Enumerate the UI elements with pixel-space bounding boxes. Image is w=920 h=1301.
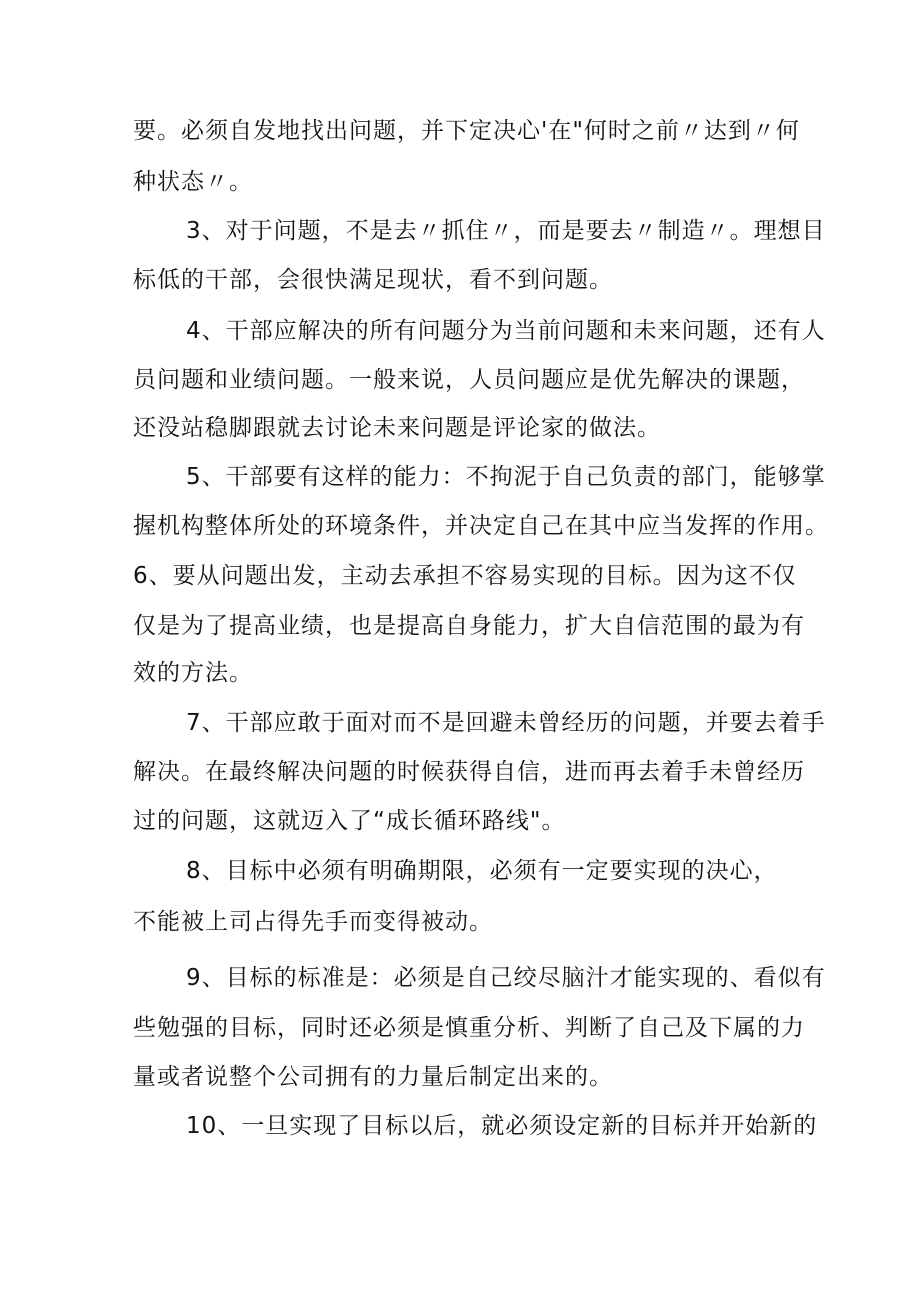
text-line: 不能被上司占得先手而变得被动。	[133, 909, 493, 935]
text-line: 解决。在最终解决问题的时候获得自信，进而再去着手未曾经历	[133, 759, 805, 785]
text-line: 4、干部应解决的所有问题分为当前问题和未来问题，还有人	[186, 318, 826, 344]
text-line: 过的问题，这就迈入了“成长循环路线"。	[133, 808, 566, 834]
text-line: 要。必须自发地找出问题，并下定决心'在"何时之前〃达到〃何	[133, 118, 800, 144]
text-line: 6、要从问题出发，主动去承担不容易实现的目标。因为这不仅	[133, 563, 797, 589]
text-line: 还没站稳脚跟就去讨论未来问题是评论家的做法。	[133, 415, 661, 441]
text-line: 5、干部要有这样的能力：不拘泥于自己负责的部门，能够掌	[186, 464, 826, 490]
text-line: 8、目标中必须有明确期限，必须有一定要实现的决心，	[186, 858, 778, 884]
text-line: 7、干部应敢于面对而不是回避未曾经历的问题，并要去着手	[186, 710, 826, 736]
text-line: 握机构整体所处的环境条件，并决定自己在其中应当发挥的作用。	[133, 513, 829, 539]
text-line: 效的方法。	[133, 660, 253, 686]
text-line: 10、一旦实现了目标以后，就必须设定新的目标并开始新的	[186, 1113, 818, 1139]
text-line: 标低的干部，会很快满足现状，看不到问题。	[133, 267, 613, 293]
text-line: 3、对于问题，不是去〃抓住〃，而是要去〃制造〃。理想目	[186, 218, 826, 244]
text-line: 9、目标的标准是：必须是自己绞尽脑汁才能实现的、看似有	[186, 965, 826, 991]
text-line: 种状态〃。	[133, 169, 253, 195]
text-line: 员问题和业绩问题。一般来说，人员问题应是优先解决的课题，	[133, 367, 805, 393]
text-line: 仅是为了提高业绩，也是提高自身能力，扩大自信范围的最为有	[133, 613, 805, 639]
text-line: 些勉强的目标，同时还必须是慎重分析、判断了自己及下属的力	[133, 1015, 805, 1041]
text-line: 量或者说整个公司拥有的力量后制定出来的。	[133, 1064, 613, 1090]
